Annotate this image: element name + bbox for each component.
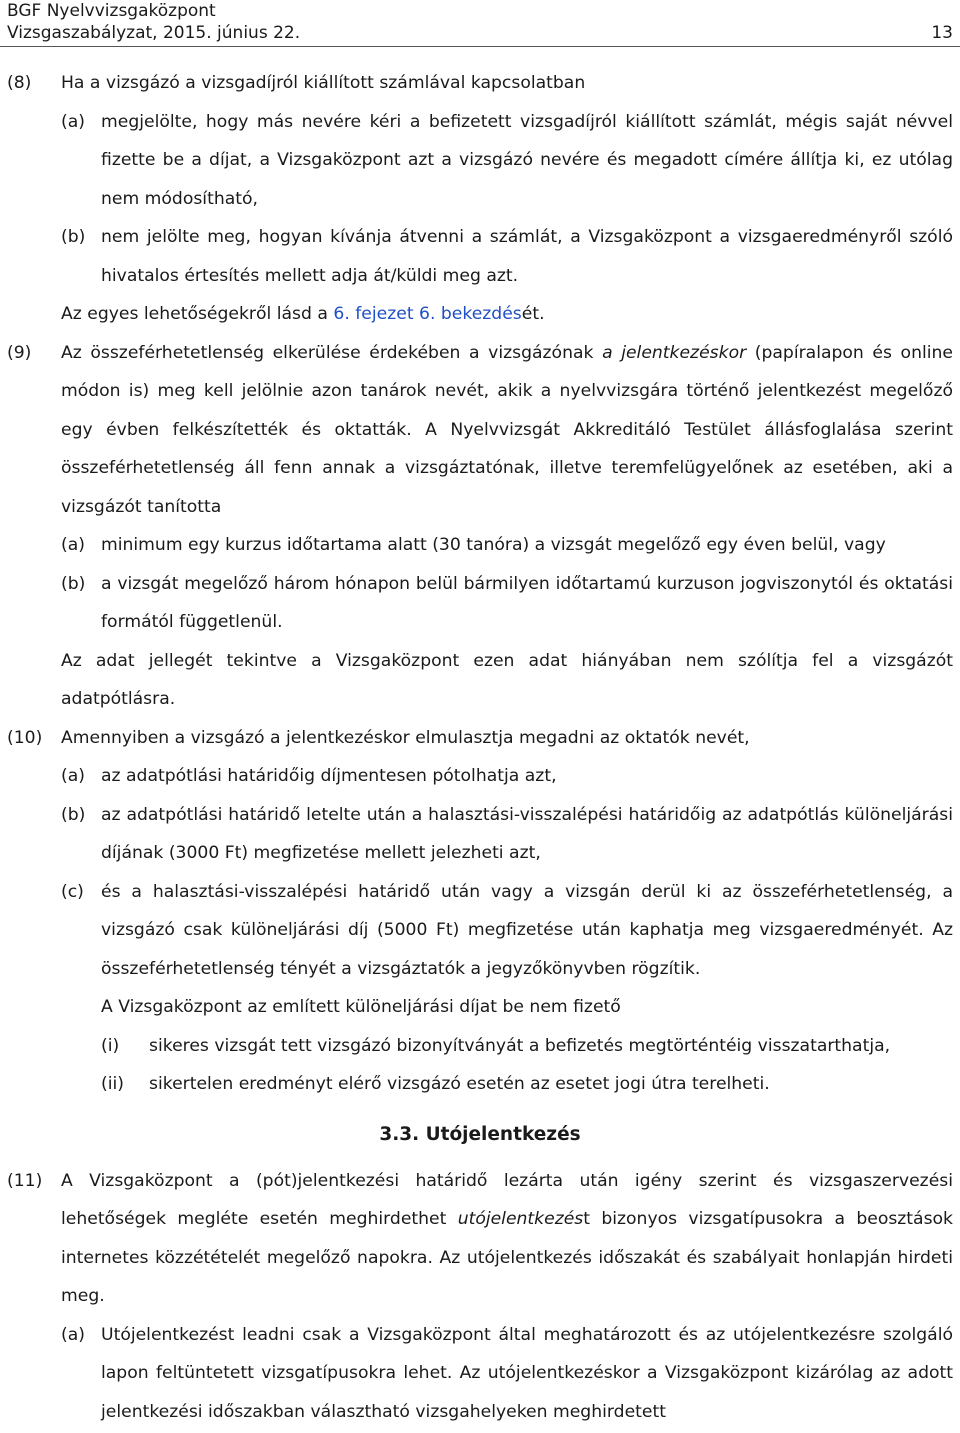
list-item-a [61,103,953,219]
text-segment: A Vizsgaközpont a (pót)jelentkezési határidő lezárta után igény szerint és vizsgaszervezési lehetőségek megléte esetén meghirdethet [61,1170,953,1229]
list-label: (a) [61,766,85,786]
list-label: (a) [61,535,85,555]
page-number: 13 [931,23,953,43]
list-item-c-continuation [61,988,953,1027]
list-item-b [61,218,953,295]
list-item-a [61,526,953,565]
list-item-c [61,873,953,989]
paragraph-number: (10) [7,727,43,748]
page-header [7,0,953,44]
paragraph-text [61,1162,953,1316]
paragraph-10 [0,719,960,1104]
list-text: minimum egy kurzus időtartama alatt (30 tanóra) a vizsgát megelőző egy éven belül, vagy [101,535,886,555]
paragraph-number: (8) [7,73,32,93]
list-label: (a) [61,1324,85,1345]
chapter-6-section-6-link[interactable]: 6. fejezet 6. bekezdés [333,304,522,324]
paragraph-text [61,334,953,527]
list-item-a [61,757,953,796]
emphasis-text: utójelentkezés [457,1209,584,1229]
paragraph-11 [0,1162,960,1432]
list-text: a vizsgát megelőző három hónapon belül bármilyen időtartamú kurzuson jogviszonytól és oktatási formától függetlenül. [101,573,953,632]
list-label: (c) [61,881,84,902]
list-item-i [101,1027,953,1066]
header-divider [0,46,960,47]
list-label: (b) [61,804,86,825]
list-label: (b) [61,573,86,594]
list-text: sikeres vizsgát tett vizsgázó bizonyítványát a befizetés megtörténtéig visszatarthatja, [149,1035,891,1056]
paragraph-number: (11) [7,1170,43,1191]
text-segment: (papíralapon és online módon is) meg kell jelölnie azon tanárok nevét, akik a nyelvvizsgára történő jelentkezést megelőző egy évben felkészítették és oktatták. A Nyelvvizsgát Akkreditáló Testület állásfoglalása szerint összeférhetetlenség áll fenn annak a vizsgáztatónak, illetve teremfelügyelőnek az esetében, aki a vizsgázót tanította [61,342,953,517]
list-item-a [61,1316,953,1432]
paragraph-tail: Az adat jellegét tekintve a Vizsgaközpont ezen adat hiányában nem szólítja fel a vizsgázót adatpótlásra. [61,650,953,709]
note-text: Az egyes lehetőségekről lásd a [61,304,334,324]
header-organization: BGF Nyelvvizsgaközpont [7,1,216,21]
list-label: (b) [61,227,86,247]
section-heading: 3.3. Utójelentkezés [379,1123,581,1145]
list-text: A Vizsgaközpont az említett különeljárási díjat be nem fizető [101,997,621,1017]
list-label: (ii) [101,1074,124,1094]
paragraph-number: (9) [7,342,32,363]
document-body [0,64,960,1431]
paragraph-text: Amennyiben a vizsgázó a jelentkezéskor elmulasztja megadni az oktatók nevét, [61,727,750,748]
list-item-b [61,565,953,642]
note-suffix: ét. [521,304,545,324]
paragraph-9 [0,334,960,719]
header-regulation-date: Vizsgaszabályzat, 2015. június 22. [7,23,301,43]
list-text: nem jelölte meg, hogyan kívánja átvenni a számlát, a Vizsgaközpont a vizsgaeredményről szóló hivatalos értesítés mellett adja át/küldi meg azt. [101,227,953,286]
list-label: (a) [61,111,85,132]
list-text: és a halasztási-visszalépési határidő után vagy a vizsgán derül ki az összeférhetetlenség, a vizsgázó csak különeljárási díj (5000 Ft) megfizetése után kaphatja meg vizsgaeredményét. Az összeférhetetlenség tényét a vizsgáztatók a jegyzőkönyvben rögzítik. [101,881,953,979]
list-text: az adatpótlási határidő letelte után a halasztási-visszalépési határidőig az adatpótlás különeljárási díjának (3000 Ft) megfizetése mellett jelezheti azt, [101,804,953,863]
text-segment: Az összeférhetetlenség elkerülése érdekében a vizsgázónak [61,342,603,363]
paragraph-text: Ha a vizsgázó a vizsgadíjról kiállított számlával kapcsolatban [61,73,586,93]
paragraph-8 [0,64,960,334]
list-item-ii [101,1065,953,1104]
cross-reference-note [61,295,953,334]
list-text: megjelölte, hogy más nevére kéri a befizetett vizsgadíjról kiállított számlát, mégis saját névvel fizette be a díjat, a Vizsgaközpont azt a vizsgázó nevére és megadott címére állítja ki, ez utólag nem módosítható, [101,111,953,209]
emphasis-text: a jelentkezéskor [602,342,747,363]
list-text: Utójelentkezést leadni csak a Vizsgaközpont által meghatározott és az utójelentkezésre szolgáló lapon feltüntetett vizsgatípusokra lehet. Az utójelentkezéskor a Vizsgaközpont kizárólag az adott jelentkezési időszakban választható vizsgahelyeken meghirdetett [101,1324,953,1422]
text-segment: t bizonyos vizsgatípusokra a beosztások internetes közzétételét megelőző napokra. Az utójelentkezés időszakát és szabályait honlapján hirdeti meg. [61,1209,954,1306]
list-label: (i) [101,1035,120,1056]
list-text: az adatpótlási határidőig díjmentesen pótolhatja azt, [101,766,557,786]
list-text: sikertelen eredményt elérő vizsgázó esetén az esetet jogi útra terelheti. [149,1074,770,1094]
list-item-b [61,796,953,873]
